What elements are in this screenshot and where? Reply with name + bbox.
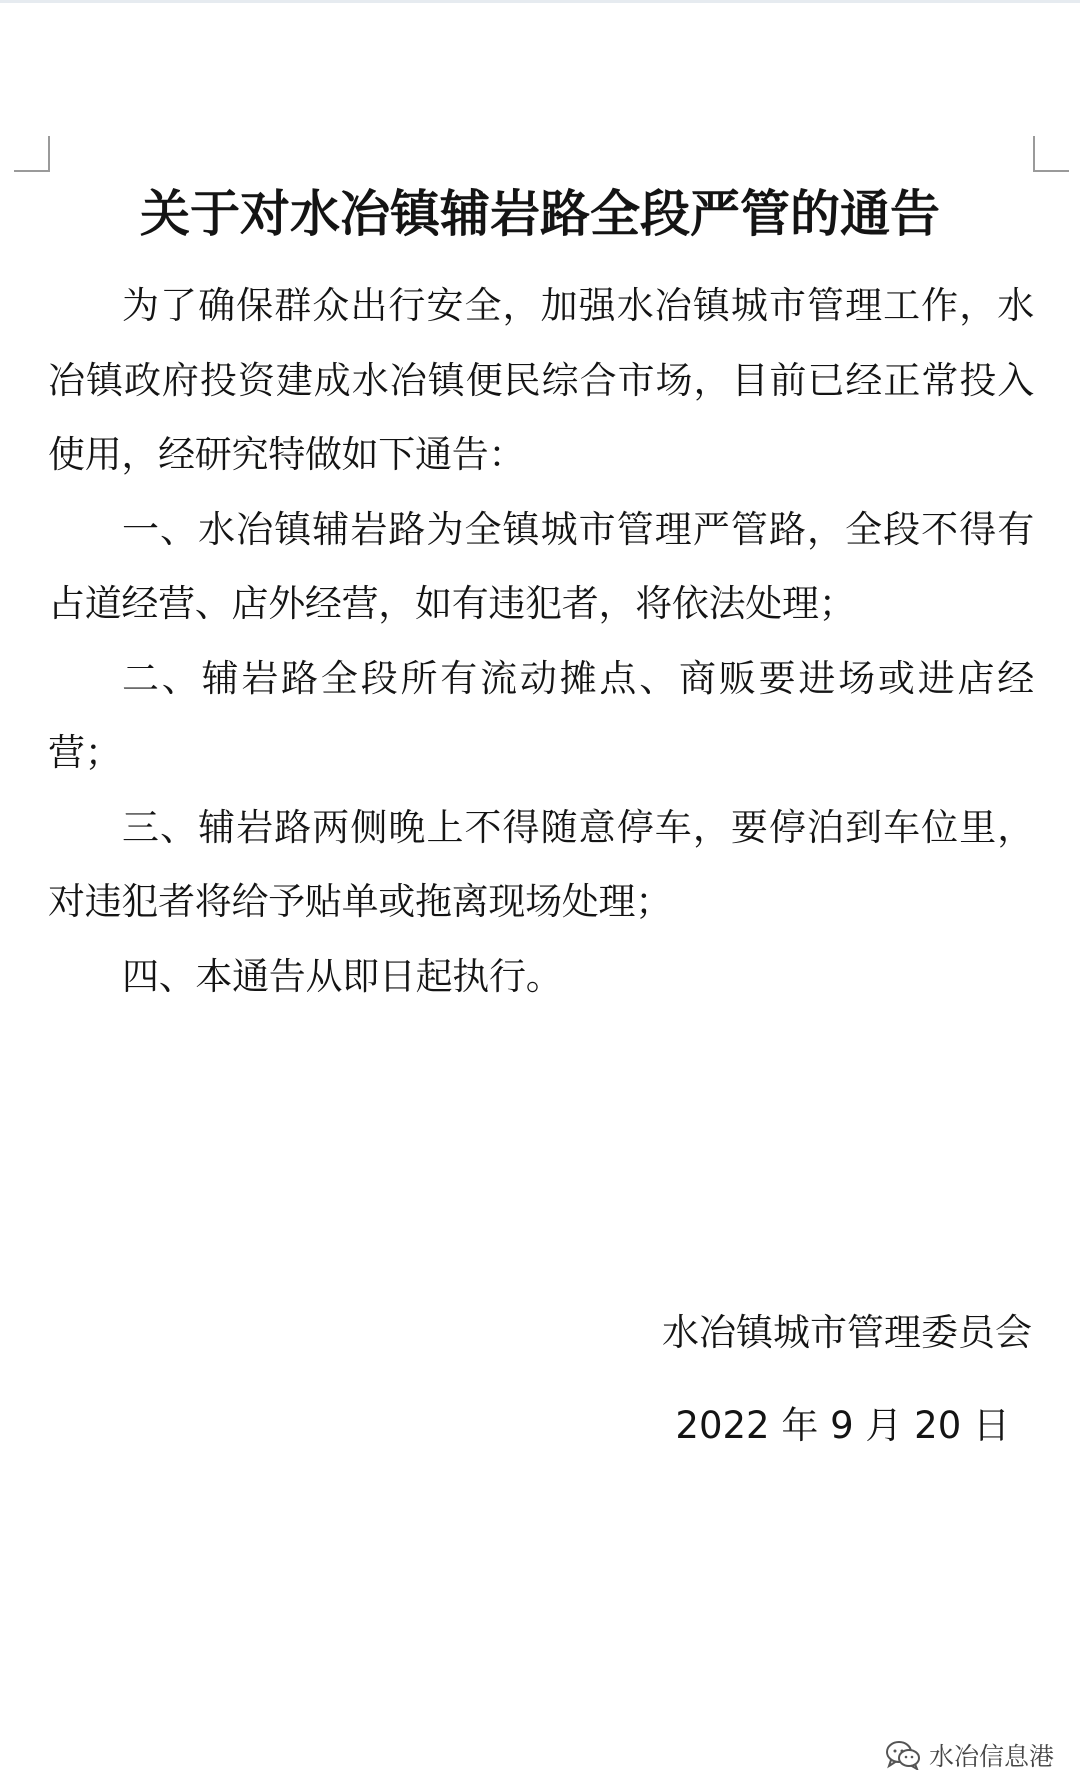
signature-organization: 水冶镇城市管理委员会 — [662, 1311, 1032, 1354]
document-title: 关于对水冶镇辅岩路全段严管的通告 — [140, 185, 940, 243]
watermark-text: 水冶信息港 — [928, 1742, 1054, 1771]
wechat-icon — [885, 1740, 921, 1770]
document-body — [48, 269, 1034, 1014]
top-border — [0, 0, 1080, 3]
watermark — [885, 1735, 1054, 1775]
crop-mark-right — [1033, 136, 1069, 172]
paragraph-item-1: 一、水冶镇辅岩路为全镇城市管理严管路，全段不得有占道经营、店外经营，如有违犯者，将依法处理； — [48, 507, 1034, 625]
paragraph-intro: 为了确保群众出行安全，加强水冶镇城市管理工作，水冶镇政府投资建成水冶镇便民综合市场，目前已经正常投入使用，经研究特做如下通告： — [48, 284, 1034, 476]
paragraph-item-4: 四、本通告从即日起执行。 — [122, 954, 563, 998]
signature-date: 2022 年 9 月 20 日 — [675, 1404, 1010, 1447]
crop-mark-left — [14, 136, 50, 172]
paragraph-item-3: 三、辅岩路两侧晚上不得随意停车，要停泊到车位里，对违犯者将给予贴单或拖离现场处理； — [48, 805, 1034, 923]
paragraph-item-2: 二、辅岩路全段所有流动摊点、商贩要进场或进店经营； — [48, 656, 1034, 774]
